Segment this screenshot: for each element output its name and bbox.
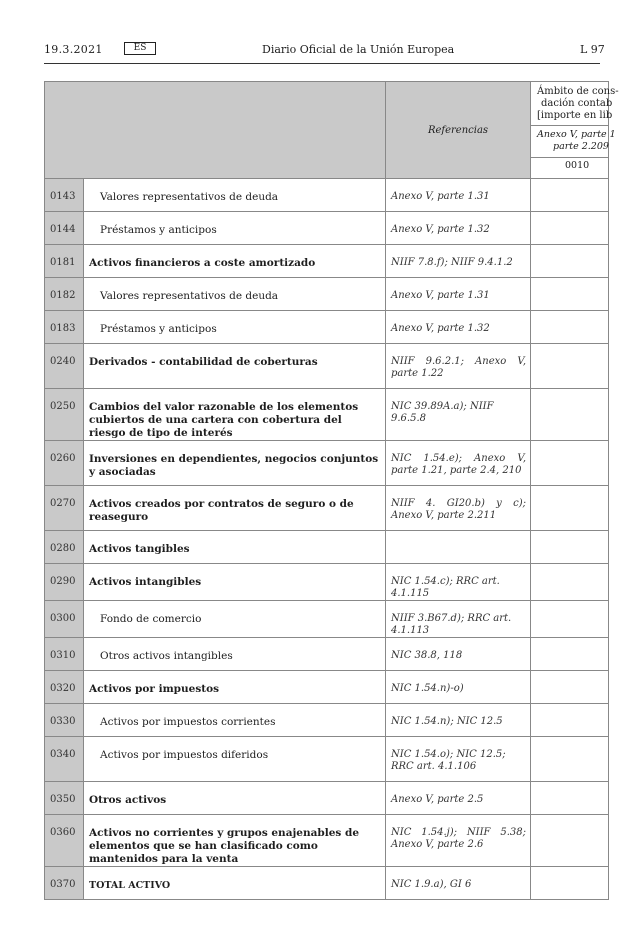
table-row (45, 311, 609, 344)
row-code: 0290 (45, 564, 84, 601)
row-description: Valores representativos de deuda (84, 278, 386, 311)
row-reference: NIC 38.8, 118 (386, 638, 531, 671)
language-badge: ES (124, 42, 156, 55)
row-description: Activos creados por contratos de seguro o de reaseguro (84, 486, 386, 531)
row-code: 0270 (45, 486, 84, 531)
row-value-cell (531, 278, 609, 311)
row-reference: NIC 1.9.a), GI 6 (386, 867, 531, 900)
value-column-title-line-3: [importe en lib (537, 110, 613, 121)
table-row (45, 815, 609, 867)
value-column-reference (531, 126, 616, 158)
value-column-reference-line-2: parte 2.209 (553, 141, 609, 152)
row-value-cell (531, 486, 609, 531)
references-header: Referencias (386, 82, 531, 179)
row-description: Activos financieros a coste amortizado (84, 245, 386, 278)
value-column-reference-line-1: Anexo V, parte 1 (537, 129, 616, 140)
row-value-cell (531, 638, 609, 671)
row-code: 0350 (45, 782, 84, 815)
row-code: 0144 (45, 212, 84, 245)
row-code: 0250 (45, 389, 84, 441)
row-description: Inversiones en dependientes, negocios conjuntos y asociadas (84, 441, 386, 486)
row-code: 0330 (45, 704, 84, 737)
table-row (45, 179, 609, 212)
row-code: 0280 (45, 531, 84, 564)
row-code: 0300 (45, 601, 84, 638)
row-value-cell (531, 815, 609, 867)
header-divider (44, 63, 600, 64)
row-description: Préstamos y anticipos (84, 311, 386, 344)
publication-date: 19.3.2021 (44, 43, 103, 56)
row-value-cell (531, 564, 609, 601)
row-reference: NIIF 4. GI20.b) y c); Anexo V, parte 2.211 (386, 486, 531, 531)
row-reference: NIIF 7.8.f); NIIF 9.4.1.2 (386, 245, 531, 278)
row-description: TOTAL ACTIVO (84, 867, 386, 900)
row-description: Activos no corrientes y grupos enajenables de elementos que se han clasificado como mantenidos para la venta (84, 815, 386, 867)
row-code: 0260 (45, 441, 84, 486)
row-reference: NIC 1.54.n); NIC 12.5 (386, 704, 531, 737)
row-reference: NIC 1.54.c); RRC art. 4.1.115 (386, 564, 531, 601)
row-reference: NIIF 3.B67.d); RRC art. 4.1.113 (386, 601, 531, 638)
value-column-title (531, 82, 619, 126)
row-reference: Anexo V, parte 1.32 (386, 311, 531, 344)
table-row (45, 704, 609, 737)
row-code: 0360 (45, 815, 84, 867)
row-description: Préstamos y anticipos (84, 212, 386, 245)
table-row (45, 638, 609, 671)
table-row (45, 867, 609, 900)
row-code: 0183 (45, 311, 84, 344)
row-value-cell (531, 867, 609, 900)
row-value-cell (531, 245, 609, 278)
page-number: L 97 (580, 43, 605, 56)
value-column-title-line-2: dación contab (541, 98, 613, 109)
row-reference: Anexo V, parte 1.31 (386, 278, 531, 311)
row-reference: Anexo V, parte 2.5 (386, 782, 531, 815)
row-reference (386, 531, 531, 564)
row-value-cell (531, 441, 609, 486)
table-row (45, 671, 609, 704)
row-value-cell (531, 531, 609, 564)
row-value-cell (531, 179, 609, 212)
row-value-cell (531, 344, 609, 389)
row-code: 0310 (45, 638, 84, 671)
table-row (45, 389, 609, 441)
row-description: Activos por impuestos corrientes (84, 704, 386, 737)
row-reference: NIC 39.89A.a); NIIF 9.6.5.8 (386, 389, 531, 441)
row-value-cell (531, 671, 609, 704)
row-description: Activos por impuestos (84, 671, 386, 704)
row-description: Activos tangibles (84, 531, 386, 564)
row-value-cell (531, 601, 609, 638)
row-description: Otros activos intangibles (84, 638, 386, 671)
table-row (45, 601, 609, 638)
row-reference: Anexo V, parte 1.32 (386, 212, 531, 245)
table-row (45, 531, 609, 564)
row-description: Valores representativos de deuda (84, 179, 386, 212)
table-row (45, 564, 609, 601)
row-reference: NIC 1.54.e); Anexo V, parte 1.21, parte 2.4, 210 (386, 441, 531, 486)
table-row (45, 782, 609, 815)
row-description: Fondo de comercio (84, 601, 386, 638)
row-reference: NIC 1.54.n)-o) (386, 671, 531, 704)
row-code: 0320 (45, 671, 84, 704)
row-value-cell (531, 389, 609, 441)
row-description: Derivados - contabilidad de coberturas (84, 344, 386, 389)
row-description: Activos por impuestos diferidos (84, 737, 386, 782)
row-value-cell (531, 737, 609, 782)
row-code: 0181 (45, 245, 84, 278)
row-reference: NIC 1.54.o); NIC 12.5; RRC art. 4.1.106 (386, 737, 531, 782)
table-row (45, 344, 609, 389)
row-value-cell (531, 704, 609, 737)
table-row (45, 737, 609, 782)
row-value-cell (531, 311, 609, 344)
table-row (45, 486, 609, 531)
journal-title: Diario Oficial de la Unión Europea (262, 43, 455, 56)
row-reference: NIIF 9.6.2.1; Anexo V, parte 1.22 (386, 344, 531, 389)
row-code: 0143 (45, 179, 84, 212)
row-description: Cambios del valor razonable de los elementos cubiertos de una cartera con cobertura del riesgo de tipo de interés (84, 389, 386, 441)
row-code: 0182 (45, 278, 84, 311)
value-column-code: 0010 (531, 158, 609, 179)
header-blank-cell (45, 82, 386, 179)
table-row (45, 278, 609, 311)
row-code: 0240 (45, 344, 84, 389)
row-code: 0340 (45, 737, 84, 782)
row-reference: NIC 1.54.j); NIIF 5.38; Anexo V, parte 2.6 (386, 815, 531, 867)
row-reference: Anexo V, parte 1.31 (386, 179, 531, 212)
table-row (45, 245, 609, 278)
row-description: Otros activos (84, 782, 386, 815)
row-value-cell (531, 212, 609, 245)
row-code: 0370 (45, 867, 84, 900)
value-column-title-line-1: Ámbito de cons- (537, 86, 619, 97)
row-value-cell (531, 782, 609, 815)
table-row (45, 212, 609, 245)
balance-sheet-table (44, 81, 619, 900)
table-row (45, 441, 609, 486)
row-description: Activos intangibles (84, 564, 386, 601)
